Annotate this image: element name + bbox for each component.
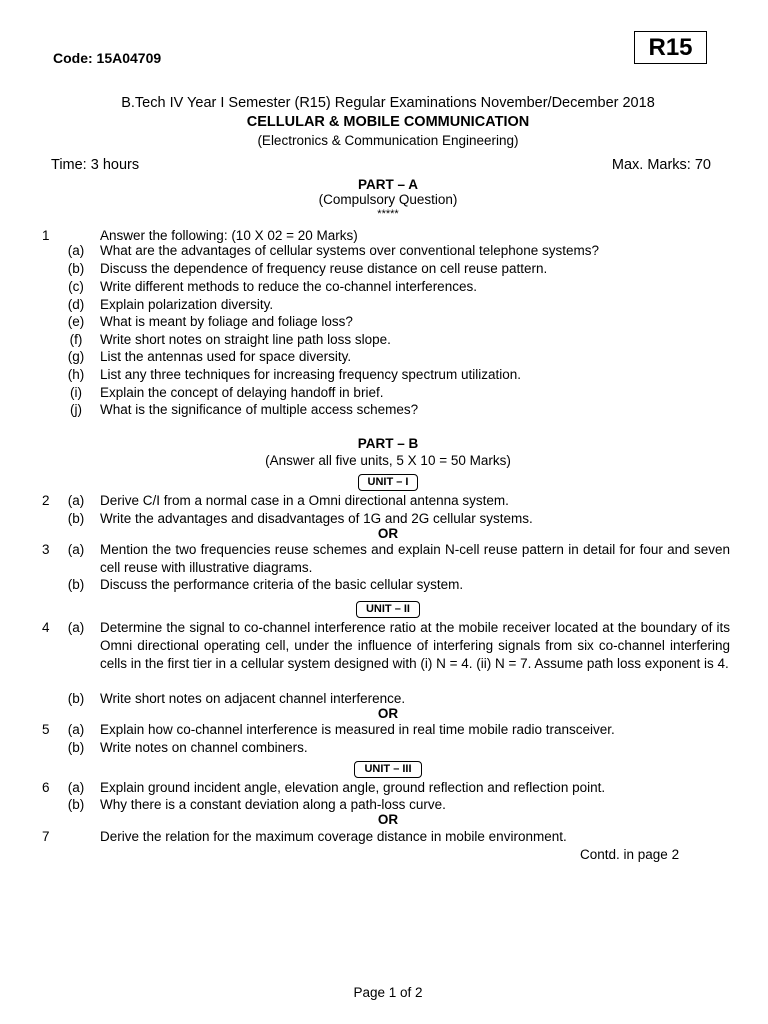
sub-question-text: Write short notes on adjacent channel interference.: [100, 691, 406, 706]
sub-question-label: (j): [70, 402, 82, 417]
sub-question-label: (a): [67, 542, 85, 557]
sub-question-text: Write the advantages and disadvantages of 1G and 2G cellular systems.: [100, 511, 533, 526]
question-number: 5: [42, 722, 50, 737]
sub-question-label: (a): [67, 493, 85, 508]
sub-question-label: (b): [67, 577, 85, 592]
exam-title: B.Tech IV Year I Semester (R15) Regular Examinations November/December 2018: [121, 95, 655, 111]
sub-question-label: (a): [67, 243, 85, 258]
sub-question-label: (g): [67, 349, 85, 364]
part-a-subtitle: (Compulsory Question): [318, 192, 458, 207]
sub-question-text: Why there is a constant deviation along a path-loss curve.: [100, 797, 446, 812]
sub-question-text: Explain how co-channel interference is measured in real time mobile radio transceiver.: [100, 722, 615, 737]
unit-label: UNIT – I: [358, 474, 419, 491]
sub-question-label: (b): [67, 691, 85, 706]
or-separator: OR: [377, 526, 399, 541]
sub-question-text: Write short notes on straight line path loss slope.: [100, 332, 391, 347]
question-text: Derive the relation for the maximum coverage distance in mobile environment.: [100, 829, 567, 844]
part-a-instruction: Answer the following: (10 X 02 = 20 Marks): [100, 228, 358, 243]
max-marks: Max. Marks: 70: [611, 157, 711, 173]
question-number: 4: [42, 620, 50, 635]
question-number: 7: [42, 829, 50, 844]
question-number: 1: [42, 228, 50, 243]
sub-question-text: List the antennas used for space diversity.: [100, 349, 352, 364]
part-b-subtitle: (Answer all five units, 5 X 10 = 50 Marks): [265, 453, 511, 468]
or-separator: OR: [377, 706, 399, 721]
sub-question-label: (b): [67, 261, 85, 276]
sub-question-label: (b): [67, 797, 85, 812]
or-separator: OR: [377, 812, 399, 827]
sub-question-text: Derive C/I from a normal case in a Omni directional antenna system.: [100, 493, 509, 508]
sub-question-label: (a): [67, 620, 85, 635]
sub-question-label: (b): [67, 511, 85, 526]
sub-question-text: Write different methods to reduce the co-channel interferences.: [100, 279, 477, 294]
subject-code: Code: 15A04709: [53, 50, 162, 66]
sub-question-text: Write notes on channel combiners.: [100, 740, 308, 755]
course-title: CELLULAR & MOBILE COMMUNICATION: [246, 114, 530, 130]
sub-question-label: (a): [67, 780, 85, 795]
regulation-box: R15: [634, 31, 707, 64]
unit-1-heading: [0, 472, 768, 491]
question-number: 6: [42, 780, 50, 795]
exam-duration: Time: 3 hours: [51, 157, 140, 173]
sub-question-label: (e): [67, 314, 85, 329]
sub-question-text: List any three techniques for increasing frequency spectrum utilization.: [100, 367, 521, 382]
branch-name: (Electronics & Communication Engineering): [257, 133, 519, 148]
sub-question-label: (a): [67, 722, 85, 737]
sub-question-text: What is meant by foliage and foliage loss?: [100, 314, 353, 329]
sub-question-text: Mention the two frequencies reuse schemes and explain N-cell reuse pattern in detail for four and seven cell reuse with illustrative diagrams.: [100, 542, 730, 575]
stars-separator: *****: [377, 208, 399, 220]
part-b-title: PART – B: [357, 436, 419, 451]
sub-question-label: (d): [67, 297, 85, 312]
sub-question-text: Discuss the performance criteria of the basic cellular system.: [100, 577, 464, 592]
sub-question-text: What is the significance of multiple access schemes?: [100, 402, 419, 417]
sub-question-label: (f): [69, 332, 83, 347]
sub-question-label: (b): [67, 740, 85, 755]
sub-question-text: Discuss the dependence of frequency reuse distance on cell reuse pattern.: [100, 261, 548, 276]
sub-question-text: Explain ground incident angle, elevation angle, ground reflection and reflection point.: [100, 780, 606, 795]
sub-question-label: (h): [67, 367, 85, 382]
question-number: 2: [42, 493, 50, 508]
part-a-title: PART – A: [357, 177, 418, 192]
question-number: 3: [42, 542, 50, 557]
sub-question-text: Determine the signal to co-channel interference ratio at the mobile receiver located at the boundary of its Omni directional operating cell, under the influence of interfering signals from six co-channel interfering cells in the first tier in a cellular system designed with (i) N = 4. (ii) N = 7. Assume path loss exponent is 4.: [100, 620, 730, 671]
page-number: Page 1 of 2: [353, 985, 423, 1000]
unit-3-heading: [0, 759, 768, 778]
unit-label: UNIT – III: [354, 761, 421, 778]
sub-question-label: (i): [70, 385, 82, 400]
sub-question-text: What are the advantages of cellular systems over conventional telephone systems?: [100, 243, 600, 258]
sub-question-text: Explain the concept of delaying handoff in brief.: [100, 385, 384, 400]
sub-question-label: (c): [68, 279, 84, 294]
continued-note: Contd. in page 2: [580, 847, 680, 862]
sub-question-text: Explain polarization diversity.: [100, 297, 274, 312]
unit-2-heading: [0, 599, 768, 618]
unit-label: UNIT – II: [356, 601, 420, 618]
